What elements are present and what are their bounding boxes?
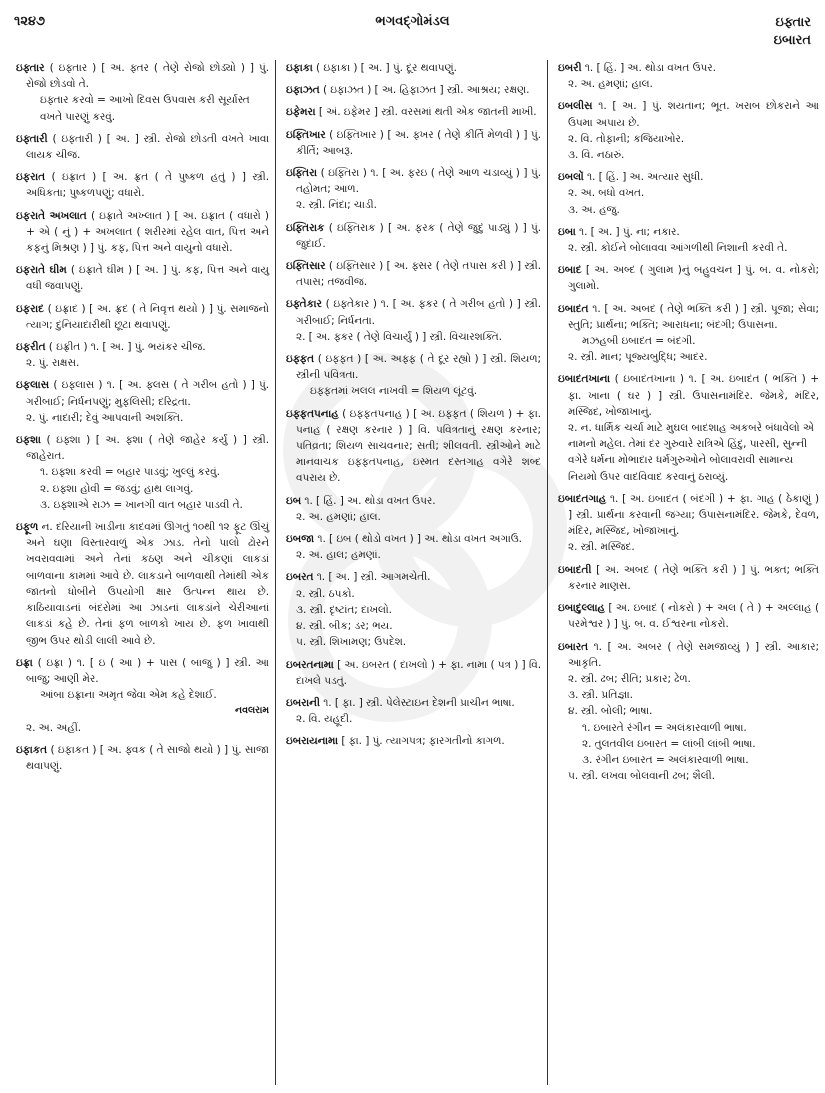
definition: [ અં. ઇફેમર ] સ્ત્રી. વરસમાં થતી એક જાતની માખી. [318, 106, 537, 119]
dictionary-entry [16, 262, 269, 294]
column-middle [275, 60, 547, 1085]
entry-idiom: ૩. ઇફ્શાએ રાઝ = ખાનગી વાત બહાર પાડવી તે. [40, 498, 243, 511]
entry-main-line [558, 491, 819, 540]
entry-main-line [16, 655, 269, 687]
entry-sense: ૨. સ્ત્રી. કોઈને બોલાવવા આંગળીથી નિશાની કરવી તે. [568, 242, 788, 255]
definition: [ ફા. ] પું. ત્યાગપત્ર; ફારગતીનો કાગળ. [341, 735, 505, 748]
definition: ન. દરિયાની ખાડીના કાદવમાં ઊગતું ૧૦થી ૧૨ ફૂટ ઊંચું અને ઘણા વિસ્તારવાળું એક ઝાડ. તેનો પાલો ઢોરને ખવરાવવામાં અને તેનાં કઠણ અને ચીકણાં લાકડાં બાળવાના કામમાં આવે છે. લાકડાને બાળવાથી તેમાંથી એક જાતનો ધોબીને ઉપયોગી ક્ષાર ઉત્પન્ન થાય છે. કાઠિયાવાડનાં બંદરોમાં આ ઝાડનાં લાકડાંને ચેરીઆનાં લાકડાં કહે છે. તેનાં ફળ બાળકો ખાય છે. ફળ ખાવાથી જીભ ઉપર થોડી લાલી આવે છે. [26, 521, 269, 647]
headword: ઇફ્તિરા [286, 167, 318, 180]
headword: ઇબારત [558, 640, 589, 653]
dictionary-entry [286, 82, 541, 98]
definition: ( ઇફાકા ) [ અ. ] પું. દૂર થવાપણું. [316, 62, 457, 74]
entry-main-line [16, 208, 269, 257]
dictionary-entry [16, 742, 269, 774]
entry-idiom: ૨. ઇફ્શા હોવી = જડવું; હાથ લાગવું. [40, 482, 194, 495]
entry-sense: ૩. અ. હજુ. [568, 203, 620, 216]
guide-words [774, 14, 811, 50]
entry-main-line [16, 301, 269, 333]
definition: [ અ. ઇબરત ( દાખલો ) + ફા. નામા ( પત્ર ) ] વિ. દાખલે પડતું. [296, 658, 541, 687]
definition: ( ઇફાઝત ) [ અ. હિફાઝત ] સ્ત્રી. આશ્રય; રક્ષણ. [322, 84, 530, 97]
headword: ઇબરાની [286, 696, 320, 709]
headword: ઇબાદ [558, 264, 582, 277]
column-right [547, 60, 825, 1085]
dictionary-entry [558, 169, 819, 218]
entry-main-line [558, 98, 819, 130]
page-header [0, 12, 825, 52]
entry-sense: ૨. અ. અહીં. [26, 721, 82, 734]
headword: ઇફ્ફત [286, 353, 315, 366]
definition: ૧. [ ફા. ] સ્ત્રી. પેલેસ્ટાઇન દેશની પ્રાચીન ભાષા. [323, 696, 515, 709]
entry-main-line [286, 104, 541, 120]
dictionary-entry [286, 104, 541, 120]
headword: ઇફાકત [16, 743, 48, 756]
dictionary-entry [558, 600, 819, 632]
definition: ૧. [ અ. ] સ્ત્રી. આગમચેતી. [316, 571, 431, 584]
entry-sense: ૨. પું. નાદારી; દેવું આપવાની અશક્તિ. [26, 411, 184, 424]
dictionary-entry [286, 60, 541, 76]
entry-main-line [16, 519, 269, 649]
headword: ઇબલીસ [558, 100, 593, 113]
dictionary-entry [558, 262, 819, 294]
definition: ૧. [ હિં. ] અ. અત્યાર સુધી. [586, 171, 704, 184]
headword: ઇફ્ફતપનાહ [286, 407, 339, 420]
entry-main-line [286, 657, 541, 689]
definition: ૧. [ હિં. ] અ. થોડા વખત ઉપર. [584, 62, 716, 74]
definition: ૧. [ અ. ઇબાદત ( બંદગી ) + ફા. ગાહ ( ઠેકાણું ) ] સ્ત્રી. પ્રાર્થના કરવાની જગ્યા; ઉપાસનામંદિર. જેમકે, દેવળ, મંદિર, મસ્જિદ, ખોજાખાનું. [568, 492, 819, 538]
entry-main-line [16, 432, 269, 464]
dictionary-entry [558, 224, 819, 256]
entry-main-line [558, 169, 819, 185]
guide-word-last: ઇબારત [773, 33, 811, 48]
definition: ૧. [ અ. અબર ( તેણે સમજાવ્યું ) ] સ્ત્રી. આકાર; આકૃતિ. [568, 640, 819, 669]
headword: ઇબરાયનામા [286, 735, 339, 748]
entry-main-line [286, 493, 541, 509]
dictionary-entry [286, 406, 541, 487]
entry-idiom: ૨. તુલતવીલ ઇબારત = લાંબી લાંબી ભાષા. [582, 737, 756, 750]
definition: [ અ. અબદ ( તેણે ભક્તિ કરી ) ] પું. ભક્ત; ભક્તિ કરનાર માણસ. [568, 563, 819, 592]
entry-sense: ૨. સ્ત્રી. નિંદા; ચાડી. [296, 199, 377, 212]
page-number: ૧૨૪૭ [14, 14, 46, 29]
dictionary-entry [558, 491, 819, 556]
definition: ( ઇફ્રા ) ૧. [ ઇ ( આ ) + પાસ ( બાજુ ) ] સ્ત્રી. આ બાજુ; આણી મેર. [26, 656, 269, 685]
definition: ( ઇફ્રાતે ઘીમ ) [ અ. ] પું. કફ, પિત્ત અને વાયુ વધી જવાપણું. [26, 264, 269, 293]
entry-main-line [286, 220, 541, 252]
entry-sense: ૪. સ્ત્રી. બોલી; ભાષા. [568, 705, 653, 718]
headword: ઇફાઝત [286, 84, 320, 97]
definition: ( ઇબાદતખાના ) ૧. [ અ. ઇબાદત ( ભક્તિ ) + ફા. ખાના ( ઘર ) ] સ્ત્રી. ઉપાસનામંદિર. જેમકે, મંદિર, મસ્જિદ, ખોજાખાનું. [568, 373, 819, 418]
entry-main-line [286, 406, 541, 487]
headword: ઇબાદુલ્લાહ [558, 602, 605, 615]
definition: ૧. [ અ. ] પું. ના; નકાર. [579, 225, 680, 238]
dictionary-entry [16, 131, 269, 163]
dictionary-entry [286, 531, 541, 563]
entry-main-line [16, 262, 269, 294]
entry-main-line [558, 371, 819, 420]
definition: ( ઇફ્તાર ) [ અ. ફ્તર ( તેણે રોજો છોડ્યો ) ] પું. રોજો છોડવો તે. [26, 62, 269, 91]
entry-main-line [16, 339, 269, 355]
dictionary-entry [286, 220, 541, 252]
entry-idiom: ઇફ્ફતમાં ખલલ નાખવી = શિયળ લૂંટવું. [310, 385, 478, 398]
definition: ( ઇફ્તારી ) [ અ. ] સ્ત્રી. રોજો છોડતી વખતે ખાવા લાયક ચીજ. [26, 132, 269, 162]
entry-quote: આંબા ઇફ્રાના અમૃત જેવા એમ કહે દેશાઈ. [40, 689, 217, 702]
entry-main-line [286, 82, 541, 98]
definition: [ અ. અબ્દ ( ગુલામ )નું બહુવચન ] પું. બ. વ. નોકરો; ગુલામો. [568, 264, 819, 293]
entry-main-line [16, 742, 269, 774]
definition: ( ઇફ્ફત ) [ અ. અફ્ફ ( તે દૂર રહ્યો ) ] સ્ત્રી. શિયળ; સ્ત્રીની પવિત્રતા. [296, 353, 541, 382]
entry-main-line [286, 258, 541, 290]
entry-main-line [16, 131, 269, 163]
entry-main-line [286, 165, 541, 197]
entry-sense: ૨. સ્ત્રી. મસ્જિદ. [568, 541, 635, 554]
entry-main-line [16, 377, 269, 409]
entry-main-line [286, 695, 541, 711]
headword: ઇફ્તાર [16, 62, 45, 74]
headword: ઇફરાતે અખલાત [16, 209, 87, 222]
entry-sense: ૨. અ. હમણાં; હાલ. [296, 510, 381, 523]
entry-sense: ૩. સ્ત્રી. પ્રતિજ્ઞા. [568, 689, 633, 702]
entry-sense: ૪. સ્ત્રી. બીક; ડર; ભય. [296, 620, 393, 633]
dictionary-entry [16, 169, 269, 201]
headword: ઇબા [558, 225, 576, 238]
dictionary-entry [16, 519, 269, 649]
definition: ( ઇફ્લાસ ) ૧. [ અ. ફ્લસ ( તે ગરીબ હતો ) ] પું. ગરીબાઈ; નિર્ધનપણું; મુફલિસી; દરિદ્રતા. [26, 379, 269, 408]
headword: ઇફલાસ [16, 379, 50, 392]
headword: ઇબરતનામા [286, 658, 334, 671]
entry-main-line [286, 531, 541, 547]
entry-main-line [286, 296, 541, 328]
entry-main-line [558, 60, 819, 76]
dictionary-entry [286, 733, 541, 749]
headword: ઇફ્તેકાર [286, 298, 322, 311]
entry-sense: ૨. અ. બધો વખત. [568, 187, 645, 200]
entry-idiom: ૧. ઇફ્શા કરવી = બહાર પાડવું; ખુલ્લું કરવું. [40, 466, 220, 479]
entry-main-line [558, 262, 819, 294]
entry-sense: ૩. વિ. નઠારું. [568, 149, 625, 162]
definition: ( ઇફ્શા ) [ અ. ફ્શા ( તેણે જાહેર કર્યું ) ] સ્ત્રી. જાહેરાત. [26, 434, 269, 463]
definition: ( ઇફ્ફતપનાહ ) [ અ. ઇફ્ફત ( શિયળ ) + ફા. પનાહ ( રક્ષણ કરનાર ) ] વિ. પવિત્રતાનું રક્ષણ કરનાર; પતિવ્રતા; શિયળ સાચવનાર; સતી; શીલવતી. સ્ત્રીઓને માટે માનવાચક ઇફ્ફતપનાહ, ઇસ્મત દસ્તગાહ વગેરે શબ્દ વપરાય છે. [296, 407, 541, 485]
headword: ઇફ્તારી [16, 132, 48, 145]
entry-sense: ૨. અ. હાલ; હમણાં. [296, 549, 381, 562]
definition: ( ઇફ્રાત ) [ અ. ફ્રત ( તે પુષ્કળ હતું ) ] સ્ત્રી. અધિકતા; પુષ્કળપણું; વધારો. [26, 171, 269, 200]
headword: ઇફરાદ [16, 302, 44, 315]
column-left [0, 60, 275, 1085]
definition: ( ઇફ્તેકાર ) ૧. [ અ. ફ્કર ( તે ગરીબ હતો ) ] સ્ત્રી. ગરીબાઈ; નિર્ધનતા. [296, 298, 541, 327]
headword: ઇબરત [286, 571, 314, 584]
entry-main-line [16, 60, 269, 92]
headword: ઇબ [286, 494, 302, 507]
headword: ઇફેમરા [286, 106, 316, 119]
dictionary-entry [558, 301, 819, 366]
entry-sense: ૫. સ્ત્રી. શિખામણ; ઉપદેશ. [296, 636, 407, 649]
entry-sense: ૨. વિ. યહૂદી. [296, 713, 353, 726]
entry-main-line [286, 569, 541, 585]
dictionary-entry [286, 657, 541, 689]
dictionary-entry [286, 258, 541, 290]
headword: ઇફરીત [16, 341, 46, 354]
headword: ઇબરી [558, 62, 582, 74]
entry-main-line [558, 639, 819, 671]
dictionary-entry [286, 493, 541, 525]
dictionary-entry [558, 98, 819, 163]
entry-main-line [286, 351, 541, 383]
definition: ૧. [ અ. ] પું. શયતાન; ભૂત. ખરાબ છોકરાને આ ઉપમા અપાય છે. [568, 100, 819, 129]
headword: ઇફાકા [286, 62, 313, 74]
definition: ( ઇફાકત ) [ અ. ફ્વક ( તે સાજો થયો ) ] પું. સાજા થવાપણું. [26, 743, 269, 772]
definition: ( ઇફ્રાતે અખ્લાત ) [ અ. ઇફ્રાત ( વધારો ) + એ ( નું ) + અખલાત ( શરીરમાં રહેલ વાત, પિત્ત અને કફનું મિશ્રણ ) ] પું. કફ, પિત્ત અને વાયુનો વધારો. [26, 209, 269, 255]
entry-sense: ૨. સ્ત્રી. માન; પૂજ્યબુદ્ધિ; આદર. [568, 351, 708, 364]
dictionary-entry [558, 639, 819, 785]
definition: [ અ. ઇબાદ ( નોકરો ) + અલ ( તે ) + અલ્લાહ ( પરમેશ્વર ) ] પું. બ. વ. ઈશ્વરના નોકરો. [568, 602, 819, 631]
dictionary-entry [286, 296, 541, 345]
entry-main-line [558, 301, 819, 333]
headword: ઇફ્તિખાર [286, 128, 326, 141]
entry-sense: ૨. અ. હમણાં; હાલ. [568, 78, 653, 91]
dictionary-entry [16, 301, 269, 333]
headword: ઇબાદતખાના [558, 373, 611, 386]
entry-main-line [286, 60, 541, 76]
dictionary-entry [558, 371, 819, 484]
headword: ઇબલોં [558, 171, 584, 184]
entry-main-line [16, 169, 269, 201]
entry-idiom: ૩. રંગીન ઇબારત = અલંકારવાળી ભાષા. [582, 753, 749, 766]
headword: ઇબજા [286, 533, 315, 546]
entry-sense: ૫. સ્ત્રી. લખવા બોલવાની ઢબ; શૈલી. [568, 770, 715, 783]
dictionary-entry [286, 127, 541, 159]
dictionary-entry [16, 377, 269, 426]
dictionary-entry [558, 60, 819, 92]
definition: ( ઇફ્રાદ ) [ અ. ફ્રદ ( તે નિવૃત્ત થયો ) ] પું. સમાજનો ત્યાગ; દુનિયાદારીથી છૂટા થવાપણું. [26, 302, 269, 331]
definition: ( ઇફ્તિરાક ) [ અ. ફરક ( તેણે જુદું પાડ્યું ) ] પું. જુદાઈ. [296, 221, 541, 250]
definition: ૧. [ હિં. ] અ. થોડા વખત ઉપર. [304, 494, 436, 507]
entry-attribution: નવલરામ [235, 705, 269, 717]
headword: ઇફશા [16, 434, 41, 447]
headword: ઇફૂળ [16, 521, 39, 534]
definition: ( ઇફ્રીત ) ૧. [ અ. ] પું. ભયંકર ચીજ. [48, 341, 206, 354]
headword: ઇફ્તિસાર [286, 260, 326, 273]
headword: ઇબાદતી [558, 563, 592, 576]
entry-main-line [286, 127, 541, 159]
definition: ૧. [ ઇબ ( થોડો વખત ) ] અ. થોડા વખત અગાઉ. [317, 533, 522, 546]
dictionary-entry [286, 695, 541, 727]
running-title: ભગવદ્ગોમંડલ [375, 14, 450, 29]
dictionary-entry [16, 339, 269, 371]
dictionary-entry [16, 432, 269, 513]
dictionary-entry [558, 562, 819, 594]
entry-sense: ૨. સ્ત્રી. ઠપકો. [296, 587, 355, 600]
dictionary-entry [16, 208, 269, 257]
definition: ( ઇફ્તિરા ) ૧. [ અ. ફરઇ ( તેણે આળ ચડાવ્યું ) ] પું. તહોમત; આળ. [296, 167, 541, 196]
definition: ( ઇફ્તિખાર ) [ અ. ફ્ખર ( તેણે કીર્તિ મેળવી ) ] પું. કીર્તિ; આબરૂ. [296, 128, 541, 157]
entry-sense: ૨. પું. રાક્ષસ. [26, 357, 80, 370]
entry-idiom: મઝહબી ઇબાદત = બંદગી. [582, 335, 696, 348]
entry-sense: ૨. વિ. તોફાની; કજિયાખોર. [568, 132, 685, 145]
headword: ઇફરાતે ઘીમ [16, 264, 67, 277]
entry-idiom: ૧. ઇબારતે રંગીન = અલંકારવાળી ભાષા. [582, 721, 747, 734]
definition: ૧. [ અ. અબદ ( તેણે ભક્તિ કરી ) ] સ્ત્રી. પૂજા; સેવા; સ્તુતિ; પ્રાર્થના; ભક્તિ; આરાધના; બંદગી; ઉપાસના. [568, 302, 819, 331]
entry-main-line [558, 600, 819, 632]
headword: ઇબાદતગાહ [558, 492, 607, 505]
dictionary-entry [16, 60, 269, 125]
headword: ઇફ્રા [16, 656, 33, 669]
entry-main-line [558, 562, 819, 594]
dictionary-entry [286, 351, 541, 400]
dictionary-entry [286, 569, 541, 650]
entry-idiom: ઇફ્તાર કરવો = આખો દિવસ ઉપવાસ કરી સૂર્યાસ્ત વખતે પારણું કરવું. [40, 94, 250, 123]
definition: ( ઇફ્તિસાર ) [ અ. ફ્સર ( તેણે તપાસ કરી ) ] સ્ત્રી. તપાસ; તજવીજ. [296, 260, 541, 289]
dictionary-entry [286, 165, 541, 214]
entry-sense: ૨. ન. ધાર્મિક ચર્ચા માટે મુઘલ બાદશાહ અકબરે બંધાવેલો એ નામનો મહેલ. તેમાં દર ગુરુવારે રાત્રિએ હિંદુ, પારસી, સુન્ની વગેરે ધર્મના મોભાદાર ધર્મગુરુઓને બોલાવરાવી સામાન્ય નિયમો ઉપર વાદવિવાદ કરવાનું ઠરાવ્યું. [568, 422, 814, 483]
dictionary-columns [0, 60, 825, 1085]
entry-sense: ૨. સ્ત્રી. ઢબ; રીતિ; પ્રકાર; ઢેળ. [568, 672, 691, 685]
entry-main-line [286, 733, 541, 749]
headword: ઇફરાત [16, 171, 46, 184]
headword: ઇફ્તિરાક [286, 221, 325, 234]
entry-sense: ૩. સ્ત્રી. દૃષ્ટાંત; દાખલો. [296, 603, 392, 616]
entry-main-line [558, 224, 819, 240]
headword: ઇબાદત [558, 302, 589, 315]
guide-word-first: ઇફ્તાર [775, 15, 811, 30]
dictionary-entry [16, 655, 269, 736]
entry-sense: ૨. [ અ. ફ્કર ( તેણે વિચાર્યું ) ] સ્ત્રી. વિચારશક્તિ. [296, 330, 502, 343]
